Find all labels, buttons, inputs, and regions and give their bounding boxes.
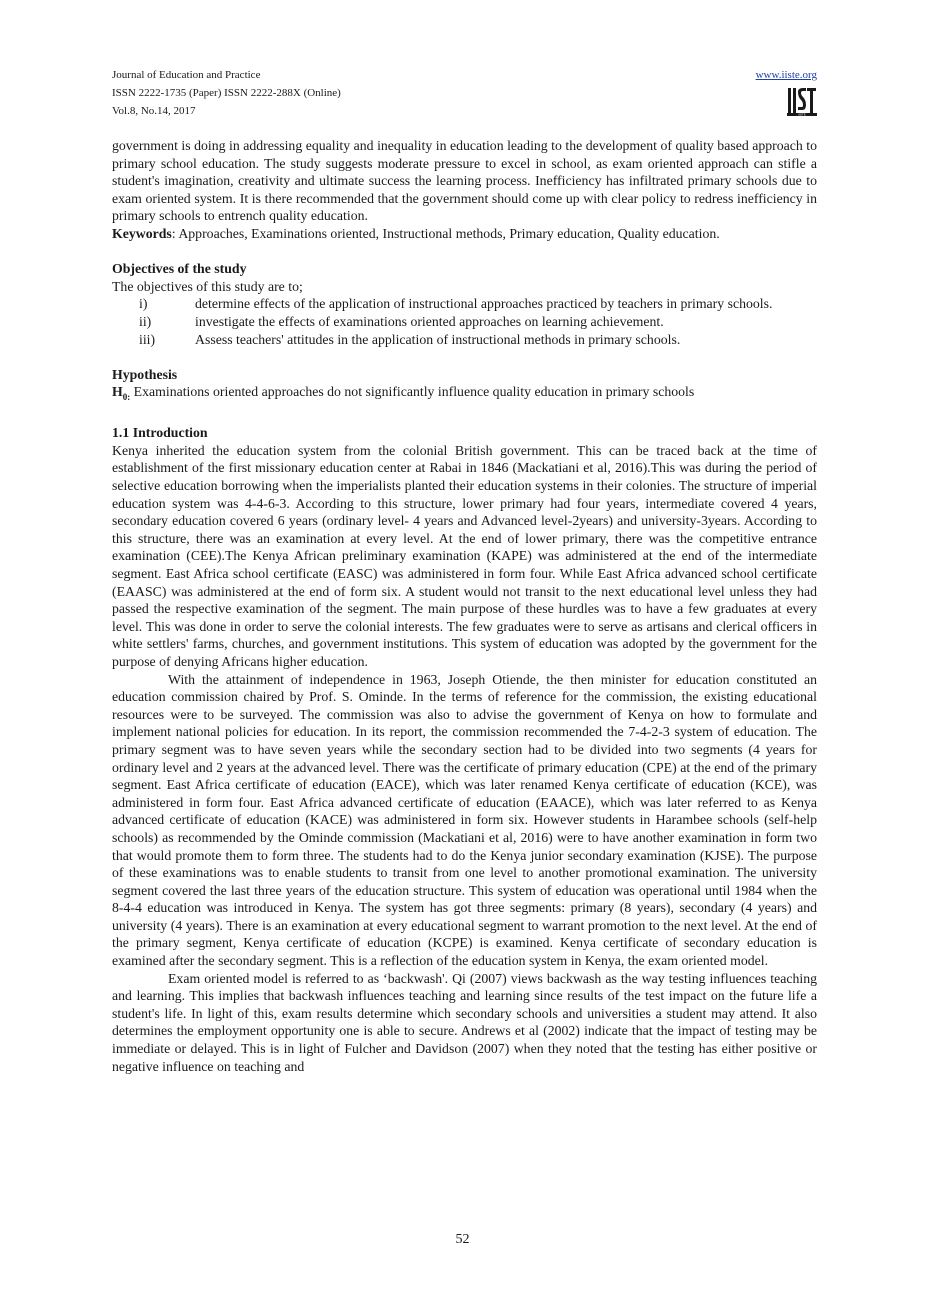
keywords-label: Keywords <box>112 225 172 241</box>
objectives-intro: The objectives of this study are to; <box>112 278 303 294</box>
list-item-text: investigate the effects of examinations oriented approaches on learning achievement. <box>195 313 664 329</box>
introduction-heading: 1.1 Introduction <box>112 425 208 441</box>
iiste-logo <box>787 86 817 116</box>
hypothesis-subscript: 0: <box>122 392 131 403</box>
list-item-number: iii) <box>139 331 156 347</box>
page-content <box>112 137 817 1075</box>
journal-url-link[interactable]: www.iiste.org <box>755 69 817 81</box>
hypothesis-text: Examinations oriented approaches do not significantly influence quality education in primary schools <box>130 384 695 400</box>
journal-title: Journal of Education and Practice <box>112 69 261 81</box>
objectives-heading: Objectives of the study <box>112 261 247 277</box>
journal-volume: Vol.8, No.14, 2017 <box>112 105 196 117</box>
abstract-continuation: government is doing in addressing equality and inequality in education leading to the development of quality based approach to primary school education. The study suggests moderate pressure to excel in school, as exam oriented approach can stifle a student's imagination, creativity and ultimate success the learning process. Inefficiency has infiltrated primary schools due to exam oriented system. It is there recommended that the government should come up with clear policy to redress inefficiency in primary schools to entrench quality education. <box>112 138 817 224</box>
journal-issn: ISSN 2222-1735 (Paper) ISSN 2222-288X (Online) <box>112 87 341 99</box>
list-item <box>112 295 817 313</box>
list-item-text: Assess teachers' attitudes in the application of instructional methods in primary schools. <box>195 331 681 347</box>
list-item-number: i) <box>139 296 148 312</box>
list-item <box>112 331 817 349</box>
hypothesis-heading: Hypothesis <box>112 366 178 382</box>
page-number: 52 <box>455 1232 470 1247</box>
list-item-text: determine effects of the application of instructional approaches practiced by teachers in primary schools. <box>195 296 773 312</box>
hypothesis-statement <box>112 383 817 406</box>
intro-paragraph-2: With the attainment of independence in 1963, Joseph Otiende, the then minister for education constituted an education commission chaired by Prof. S. Ominde. In the terms of reference for the commission, the existing educational resources were to be surveyed. The commission was also to advise the government of Kenya on how to formulate and implement national policies for education. In its report, the commission recommended the 7-4-2-3 system of education. The primary segment was to have seven years while the secondary section had to be divided into two segments (4 years for ordinary level and 2 years at the advanced level. There was the certificate of primary education (CPE) at the end of the primary segment. East Africa certificate of education (EACE), which was later renamed Kenya certificate of education (KCE), was administered in form four. East Africa advanced certificate of education (EAACE), which was later referred to as Kenya advanced certificate of education (KACE) was administered in form six. However students in Harambee schools (self-help schools) as recommended by the Ominde commission (Mackatiani et al, 2016) were to have another examination in form two that would promote them to form three. The students had to do the Kenya junior secondary examination (KJSE). The purpose of these examinations was to enable students to transit from one level to another promotional examination. The university segment covered the last three years of the education structure. This system of education was operational until 1984 when the 8-4-4 education was introduced in Kenya. The system has got three segments: primary (8 years), secondary (4 years) and university (4 years). There is an examination at every educational segment to warrant promotion to the next level. At the end of the primary segment, Kenya certificate of education (KCPE) is examined. Kenya certificate of secondary education is examined after the secondary segment. This is a reflection of the education system in Kenya, the exam oriented model. <box>112 671 817 969</box>
logo-wordmark: IISTE <box>798 112 806 116</box>
hypothesis-label: H <box>112 384 123 400</box>
list-item <box>112 313 817 331</box>
objectives-list <box>112 295 817 348</box>
journal-header <box>112 66 817 120</box>
intro-paragraph-1: Kenya inherited the education system from the colonial British government. This can be traced back at the time of establishment of the first missionary education center at Rabai in 1846 (Mackatiani et al, 2016).This was during the period of selective education borrowing when the imperialists planted their education systems in their colonies. The structure of imperial education system was 4-4-6-3. According to this structure, lower primary had four years, intermediate covered 4 years, secondary education covered 6 years (ordinary level- 4 years and Advanced level-2years) and university-3years. According to this structure, there was an examination at every level. At the end of lower primary, there was the competitive entrance examination (CEE).The Kenya African preliminary examination (KAPE) was administered at the end of the intermediate segment. East Africa school certificate (EASC) was administered in form four. While East Africa advanced school certificate (EAASC) was administered at the end of form six. A student would not transit to the next educational level unless they had passed the respective examination of the segment. The main purpose of these hurdles was to have a few graduates at every level. This was done in order to serve the colonial interests. The few graduates were to serve as artisans and clerical officers in white settlers' farms, churches, and government institutions. This system of education was adopted by the government for the purpose of denying Africans higher education. <box>112 442 817 669</box>
keywords-text: : Approaches, Examinations oriented, Instructional methods, Primary education, Quality education. <box>171 225 720 241</box>
intro-paragraph-3: Exam oriented model is referred to as ‘backwash'. Qi (2007) views backwash as the way testing influences teaching and learning. This implies that backwash influences teaching and learning since results of the test impact on the future life a student's life. In light of this, exam results determine which secondary schools and universities a student may attend. It also determines the employment opportunity one is able to secure. Andrews et al (2002) indicate that the impact of testing may be immediate or delayed. This is in light of Fulcher and Davidson (2007) when they noted that the testing has either positive or negative influence on teaching and <box>112 970 817 1074</box>
keywords-line <box>112 225 817 243</box>
list-item-number: ii) <box>139 313 152 329</box>
